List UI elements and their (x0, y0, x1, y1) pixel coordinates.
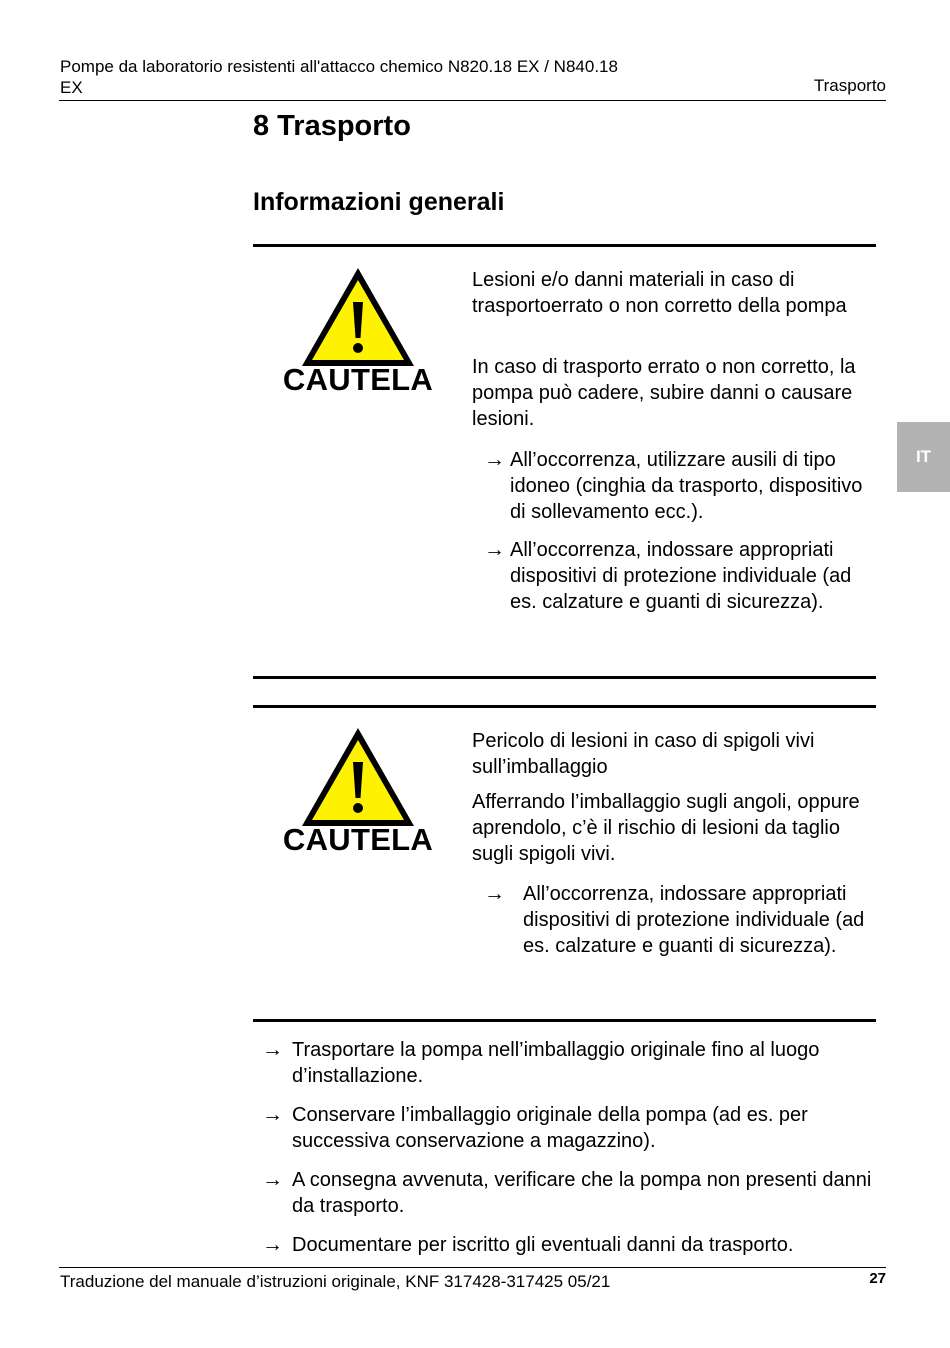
warning-1-title: Lesioni e/o danni materiali in caso di trasportoerrato o non corretto della pompa (472, 269, 847, 317)
warning-1-action-1 (484, 447, 866, 525)
language-tab: IT (897, 422, 950, 492)
step-3 (262, 1167, 876, 1219)
warning-triangle-icon (298, 724, 418, 832)
warning-2-body: Afferrando l’imballaggio sugli angoli, oppure aprendolo, c’è il rischio di lesioni da taglio sugli spigoli vivi. (472, 791, 860, 865)
warning-1-body: In caso di trasporto errato o non corretto, la pompa può cadere, subire danni o causare lesioni. (472, 356, 856, 430)
step-4 (262, 1232, 876, 1258)
warning-1-action-1-text: All’occorrenza, utilizzare ausili di tipo idoneo (cinghia da trasporto, dispositivo di sollevamento ecc.). (510, 449, 863, 523)
warning-1-bottom-rule (253, 676, 876, 679)
arrow-right-icon: → (484, 538, 505, 561)
warning-2-top-rule (253, 705, 876, 708)
arrow-right-icon: → (262, 1168, 283, 1191)
header-divider (59, 100, 886, 101)
arrow-right-icon: → (484, 448, 505, 471)
section-subheading: Informazioni generali (253, 188, 505, 216)
warning-1-action-2-text: All’occorrenza, indossare appropriati dispositivi di protezione individuale (ad es. calzature e guanti di sicurezza). (510, 539, 852, 613)
step-1-text: Trasportare la pompa nell’imballaggio originale fino al luogo d’installazione. (292, 1039, 820, 1087)
step-1 (262, 1037, 876, 1089)
warning-1-action-2 (484, 537, 866, 615)
warning-2-action-1-text: All’occorrenza, indossare appropriati dispositivi di protezione individuale (ad es. calzature e guanti di sicurezza). (523, 883, 865, 957)
warning-2-signal-word: CAUTELA (282, 822, 434, 857)
arrow-right-icon: → (262, 1103, 283, 1126)
warning-1-top-rule (253, 244, 876, 247)
warning-1-signal-word: CAUTELA (282, 362, 434, 397)
arrow-right-icon: → (262, 1038, 283, 1061)
warning-2-action-1 (484, 881, 866, 959)
footer-divider (59, 1267, 886, 1268)
step-2-text: Conservare l’imballaggio originale della pompa (ad es. per successiva conservazione a magazzino). (292, 1104, 808, 1152)
header-doc-title: Pompe da laboratorio resistenti all'attacco chemico N820.18 EX / N840.18 EX (60, 57, 618, 97)
chapter-title: 8 Trasporto (253, 110, 411, 142)
arrow-right-icon: → (484, 882, 505, 905)
header-section: Trasporto (813, 76, 886, 95)
arrow-right-icon: → (262, 1233, 283, 1256)
footer-text: Traduzione del manuale d’istruzioni originale, KNF 317428-317425 05/21 (60, 1272, 611, 1291)
page-number: 27 (869, 1270, 886, 1287)
warning-2-title: Pericolo di lesioni in caso di spigoli vivi sull’imballaggio (472, 730, 815, 778)
warning-2-bottom-rule (253, 1019, 876, 1022)
step-3-text: A consegna avvenuta, verificare che la pompa non presenti danni da trasporto. (292, 1169, 872, 1217)
step-4-text: Documentare per iscritto gli eventuali danni da trasporto. (292, 1234, 794, 1256)
warning-triangle-icon (298, 264, 418, 372)
step-2 (262, 1102, 876, 1154)
